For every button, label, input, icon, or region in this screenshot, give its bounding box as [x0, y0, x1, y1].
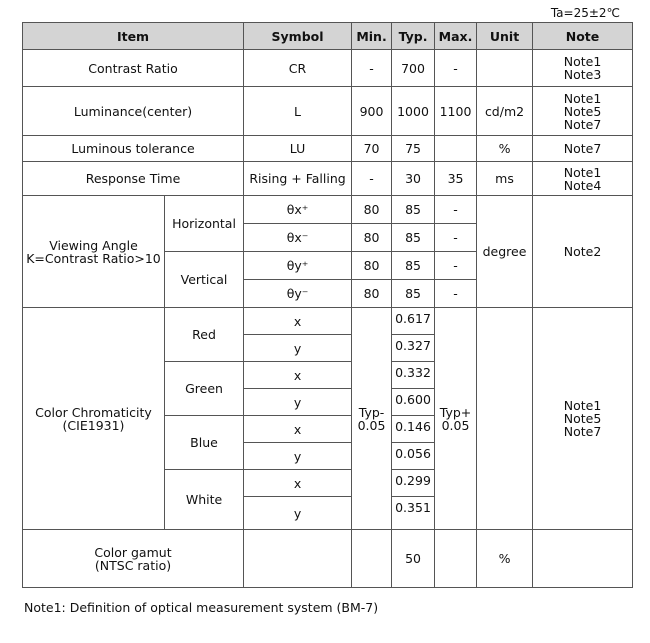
item-cell: Contrast Ratio [23, 50, 244, 87]
max-cell: - [435, 252, 477, 280]
note-cell: Note1 Note5 Note7 [533, 308, 633, 530]
unit-cell [477, 50, 533, 87]
header-max: Max. [435, 23, 477, 50]
header-symbol: Symbol [244, 23, 352, 50]
symbol-cell: Rising + Falling [244, 162, 352, 196]
typ-cell: 700 [392, 50, 435, 87]
max-cell: - [435, 50, 477, 87]
optical-spec-table [22, 22, 633, 588]
min-cell: - [352, 162, 392, 196]
typ-cell: 0.332 [392, 362, 435, 389]
min-cell: 900 [352, 87, 392, 136]
typ-cell: 85 [392, 224, 435, 252]
max-cell [435, 530, 477, 588]
symbol-cell: x [244, 416, 352, 443]
temperature-condition: Ta=25±2℃ [550, 6, 620, 20]
item-cell: Color gamut (NTSC ratio) [23, 530, 244, 588]
typ-cell: 0.600 [392, 389, 435, 416]
min-cell: 70 [352, 136, 392, 162]
symbol-cell: x [244, 308, 352, 335]
header-row [23, 23, 633, 50]
max-cell: Typ+ 0.05 [435, 308, 477, 530]
color-label-green: Green [165, 362, 244, 416]
min-cell [352, 530, 392, 588]
typ-cell: 85 [392, 196, 435, 224]
symbol-cell: y [244, 443, 352, 470]
note-cell: Note1 Note5 Note7 [533, 87, 633, 136]
symbol-cell: y [244, 389, 352, 416]
symbol-cell: x [244, 470, 352, 497]
max-cell: - [435, 224, 477, 252]
header-min: Min. [352, 23, 392, 50]
typ-cell: 1000 [392, 87, 435, 136]
symbol-cell: θy⁻ [244, 280, 352, 308]
note-cell: Note1 Note4 [533, 162, 633, 196]
row-tolerance [23, 136, 633, 162]
typ-cell: 0.056 [392, 443, 435, 470]
note-cell [533, 530, 633, 588]
min-cell: 80 [352, 224, 392, 252]
typ-cell: 30 [392, 162, 435, 196]
typ-cell: 75 [392, 136, 435, 162]
note-cell: Note7 [533, 136, 633, 162]
symbol-cell: θx⁻ [244, 224, 352, 252]
max-cell [435, 136, 477, 162]
typ-cell: 85 [392, 280, 435, 308]
symbol-cell: θx⁺ [244, 196, 352, 224]
max-cell: - [435, 280, 477, 308]
min-cell: - [352, 50, 392, 87]
min-cell: 80 [352, 252, 392, 280]
symbol-cell: y [244, 335, 352, 362]
min-cell: Typ- 0.05 [352, 308, 392, 530]
vertical-label: Vertical [165, 252, 244, 308]
symbol-cell [244, 530, 352, 588]
unit-cell: degree [477, 196, 533, 308]
item-cell: Response Time [23, 162, 244, 196]
horizontal-label: Horizontal [165, 196, 244, 252]
symbol-cell: y [244, 497, 352, 530]
color-label-white: White [165, 470, 244, 530]
unit-cell: % [477, 136, 533, 162]
unit-cell: % [477, 530, 533, 588]
row-contrast [23, 50, 633, 87]
typ-cell: 85 [392, 252, 435, 280]
symbol-cell: L [244, 87, 352, 136]
symbol-cell: θy⁺ [244, 252, 352, 280]
min-cell: 80 [352, 196, 392, 224]
min-cell: 80 [352, 280, 392, 308]
note-cell: Note1 Note3 [533, 50, 633, 87]
row-gamut [23, 530, 633, 588]
max-cell: 35 [435, 162, 477, 196]
typ-cell: 0.351 [392, 497, 435, 530]
symbol-cell: x [244, 362, 352, 389]
row-response [23, 162, 633, 196]
typ-cell: 0.146 [392, 416, 435, 443]
header-unit: Unit [477, 23, 533, 50]
symbol-cell: LU [244, 136, 352, 162]
typ-cell: 0.299 [392, 470, 435, 497]
typ-cell: 0.617 [392, 308, 435, 335]
item-cell: Luminance(center) [23, 87, 244, 136]
max-cell: 1100 [435, 87, 477, 136]
header-typ: Typ. [392, 23, 435, 50]
unit-cell [477, 308, 533, 530]
note-cell: Note2 [533, 196, 633, 308]
symbol-cell: CR [244, 50, 352, 87]
color-label-red: Red [165, 308, 244, 362]
item-cell: Viewing Angle K=Contrast Ratio>10 [23, 196, 165, 308]
header-note: Note [533, 23, 633, 50]
header-item: Item [23, 23, 244, 50]
color-label-blue: Blue [165, 416, 244, 470]
unit-cell: cd/m2 [477, 87, 533, 136]
item-cell: Color Chromaticity (CIE1931) [23, 308, 165, 530]
typ-cell: 0.327 [392, 335, 435, 362]
item-cell: Luminous tolerance [23, 136, 244, 162]
footnote: Note1: Definition of optical measurement system (BM-7) [24, 600, 379, 615]
typ-cell: 50 [392, 530, 435, 588]
row-viewing-1 [23, 196, 633, 224]
row-luminance [23, 87, 633, 136]
row-red-x [23, 308, 633, 335]
max-cell: - [435, 196, 477, 224]
unit-cell: ms [477, 162, 533, 196]
